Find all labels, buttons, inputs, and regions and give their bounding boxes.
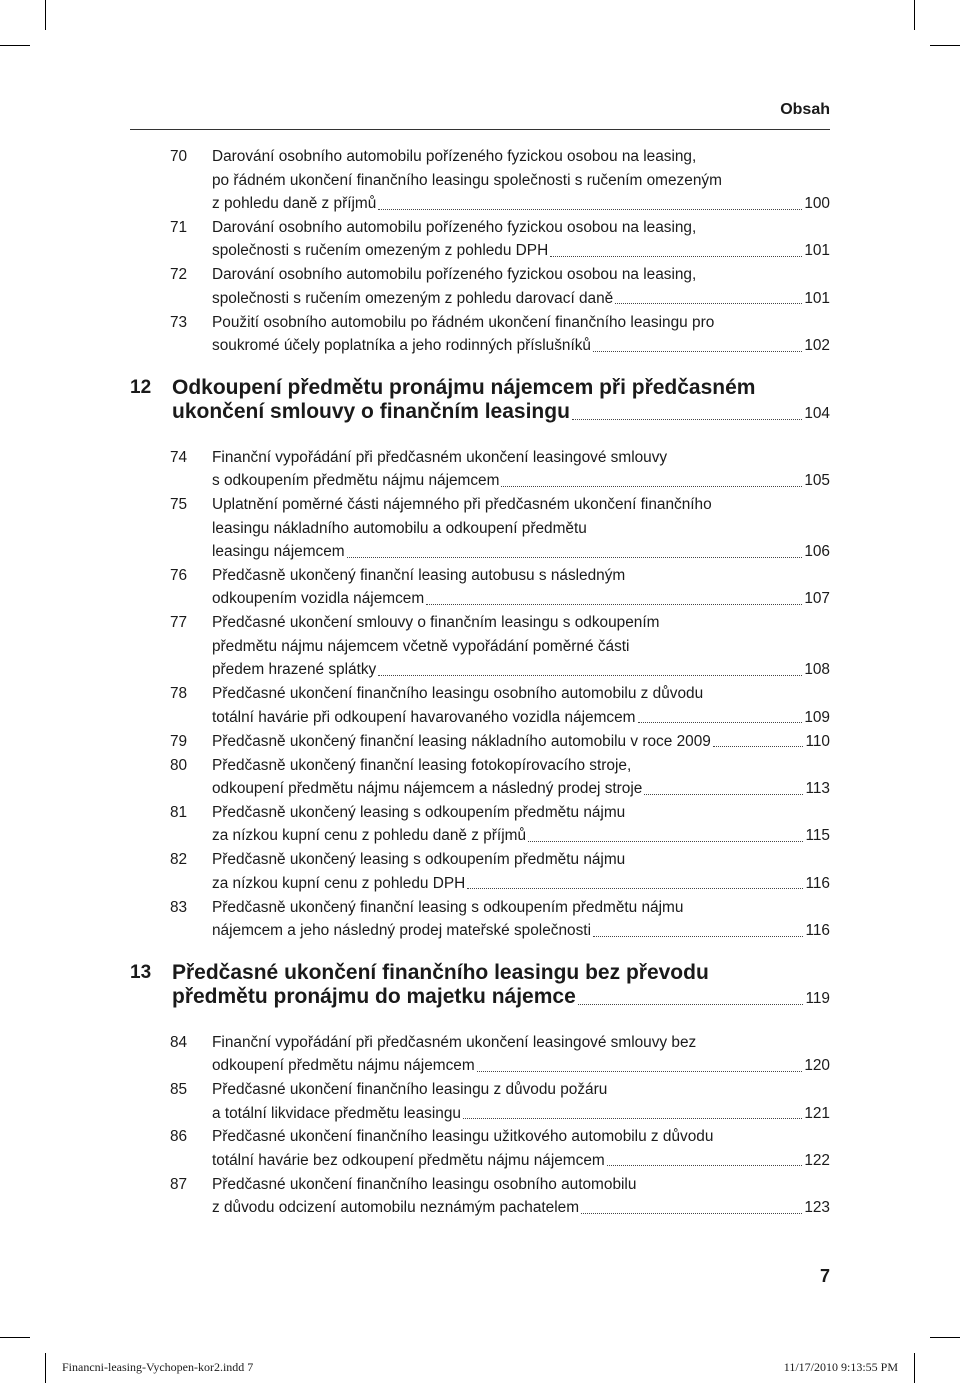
entry-number: 72 [170,266,188,284]
entry-title-line: a totální likvidace předmětu leasingu [212,1104,461,1122]
dot-leader [378,674,802,676]
footer-filename: Financni-leasing-Vychopen-kor2.indd 7 [62,1360,254,1374]
entry-title-line: Předčasně ukončený finanční leasing s odkoupením předmětu nájmu [212,898,684,916]
entry-title-line: Předčasné ukončení finančního leasingu osobního automobilu z důvodu [212,685,704,703]
entry-number: 81 [170,803,188,821]
toc-entry[interactable] [130,263,830,310]
entry-page: 116 [805,874,830,892]
entry-title-line: nájemcem a jeho následný prodej mateřské společnosti [212,922,591,940]
page-number: 7 [819,1266,830,1286]
entry-page: 102 [804,337,830,355]
entry-page: 116 [805,922,830,940]
entry-title-line: Darování osobního automobilu pořízeného fyzickou osobou na leasing, [212,266,697,284]
table-of-contents [130,145,830,1220]
entry-title-line: z pohledu daně z příjmů [212,195,377,212]
entry-title-line: odkoupením vozidla nájemcem [212,590,425,608]
crop-mark [914,0,915,30]
toc-entry[interactable] [130,493,830,564]
crop-mark [930,45,960,46]
entry-number: 75 [170,496,188,514]
toc-entry[interactable] [130,145,830,216]
entry-title-line: předem hrazené splátky [212,661,377,679]
entry-title-line: z důvodu odcizení automobilu neznámým pachatelem [212,1199,580,1217]
entry-title-line: Uplatnění poměrné části nájemného při předčasném ukončení finančního [212,496,712,514]
entry-title-line: Předčasné ukončení finančního leasingu osobního automobilu [212,1175,637,1193]
entry-page: 121 [804,1104,830,1122]
entry-number: 79 [170,732,188,750]
dot-leader [467,887,803,889]
entry-number: 80 [170,756,188,774]
dot-leader [477,1070,803,1072]
dot-leader [615,302,802,304]
entry-number: 73 [170,313,188,331]
toc-chapter-12[interactable] [130,376,830,426]
chapter-number: 13 [130,961,152,983]
entry-number: 87 [170,1175,188,1193]
dot-leader [713,745,804,747]
entry-title-line: leasingu nájemcem [212,543,345,561]
entry-page: 108 [804,661,830,679]
crop-mark [0,1337,30,1338]
entry-number: 85 [170,1081,188,1099]
footer-timestamp: 11/17/2010 9:13:55 PM [783,1360,898,1374]
dot-leader [638,721,803,723]
entry-title-line: Předčasně ukončený finanční leasing fotokopírovacího stroje, [212,756,632,774]
entry-number: 82 [170,851,188,869]
toc-group [130,145,830,358]
entry-title-line: odkoupení předmětu nájmu nájemcem a následný prodej stroje [212,780,643,798]
chapter-number: 12 [130,376,152,398]
entry-title-line: společnosti s ručením omezeným z pohledu darovací daně [212,289,614,307]
toc-entry[interactable] [130,216,830,263]
entry-title-line: Použití osobního automobilu po řádném ukončení finančního leasingu pro [212,313,715,331]
entry-page: 105 [804,472,830,490]
crop-mark [45,0,46,30]
entry-page: 120 [804,1057,830,1075]
toc-group [130,1031,830,1220]
entry-title-line: Darování osobního automobilu pořízeného fyzickou osobou na leasing, [212,148,697,165]
toc-entry[interactable] [130,564,830,611]
entry-title-line: totální havárie bez odkoupení předmětu nájmu nájemcem [212,1151,605,1169]
entry-number: 78 [170,685,188,703]
entry-title-line: Finanční vypořádání při předčasném ukončení leasingové smlouvy [212,448,668,466]
entry-title-line: předmětu nájmu nájemcem včetně vypořádání poměrné části [212,637,630,655]
entry-number: 71 [170,218,188,236]
entry-title-line: Darování osobního automobilu pořízeného fyzickou osobou na leasing, [212,218,697,236]
toc-chapter-13[interactable] [130,961,830,1011]
toc-entry[interactable] [130,848,830,895]
chapter-page: 119 [805,989,830,1007]
toc-entry[interactable] [130,896,830,943]
dot-leader [501,485,802,487]
header-rule [130,129,830,130]
entry-title-line: Předčasně ukončený leasing s odkoupením předmětu nájmu [212,803,626,821]
toc-entry[interactable] [130,1078,830,1125]
entry-page: 109 [804,708,830,726]
entry-title-line: totální havárie při odkoupení havarovaného vozidla nájemcem [212,708,636,726]
dot-leader [572,418,802,420]
dot-leader [578,1003,804,1005]
entry-title-line: Předčasné ukončení finančního leasingu užitkového automobilu z důvodu [212,1128,714,1146]
entry-page: 101 [804,242,830,260]
toc-entry[interactable] [130,1173,830,1220]
entry-title-line: leasingu nákladního automobilu a odkoupení předmětu [212,519,587,537]
chapter-title-line: Odkoupení předmětu pronájmu nájemcem při předčasném [172,375,756,399]
entry-title-line: Finanční vypořádání při předčasném ukončení leasingové smlouvy bez [212,1033,697,1051]
entry-page: 113 [805,780,830,798]
dot-leader [378,208,802,210]
toc-group [130,446,830,943]
entry-number: 74 [170,448,188,466]
entry-page: 107 [804,590,830,608]
dot-leader [528,840,803,842]
entry-title-line: s odkoupením předmětu nájmu nájemcem [212,472,500,490]
dot-leader [593,935,803,937]
entry-title-line: Předčasně ukončený finanční leasing autobusu s následným [212,566,626,584]
dot-leader [463,1117,802,1119]
entry-number: 77 [170,614,188,632]
dot-leader [644,793,803,795]
entry-page: 122 [804,1151,830,1169]
entry-page: 106 [804,543,830,561]
running-header-title: Obsah [780,101,830,118]
entry-page: 110 [805,732,830,750]
dot-leader [426,603,802,605]
chapter-title-line: Předčasné ukončení finančního leasingu bez převodu [172,960,709,984]
entry-title-line: Předčasně ukončený finanční leasing nákladního automobilu v roce 2009 [212,732,711,750]
dot-leader [581,1212,802,1214]
toc-entry[interactable] [130,730,830,754]
dot-leader [593,350,802,352]
chapter-page: 104 [804,404,830,422]
entry-page: 100 [804,195,830,212]
entry-title-line: soukromé účely poplatníka a jeho rodinných příslušníků [212,337,591,355]
crop-mark [930,1337,960,1338]
toc-entry[interactable] [130,754,830,801]
entry-page: 101 [804,289,830,307]
entry-title-line: za nízkou kupní cenu z pohledu DPH [212,874,466,892]
entry-number: 84 [170,1033,188,1051]
chapter-title-line: ukončení smlouvy o finančním leasingu [172,399,570,423]
crop-mark [0,45,30,46]
entry-number: 76 [170,566,188,584]
chapter-title-line: předmětu pronájmu do majetku nájemce [172,984,576,1008]
entry-title-line: Předčasně ukončený leasing s odkoupením předmětu nájmu [212,851,626,869]
toc-entry[interactable] [130,446,830,493]
entry-number: 86 [170,1128,188,1146]
entry-page: 115 [805,827,830,845]
entry-title-line: po řádném ukončení finančního leasingu společnosti s ručením omezeným [212,171,722,189]
entry-title-line: Předčasné ukončení finančního leasingu z důvodu požáru [212,1081,608,1099]
toc-entry[interactable] [130,611,830,682]
crop-mark [45,1353,46,1383]
crop-mark [914,1353,915,1383]
dot-leader [550,255,802,257]
entry-title-line: společnosti s ručením omezeným z pohledu DPH [212,242,549,260]
entry-number: 70 [170,148,188,165]
entry-number: 83 [170,898,188,916]
dot-leader [347,556,803,558]
toc-entry[interactable] [130,1031,830,1078]
toc-entry[interactable] [130,311,830,358]
toc-entry[interactable] [130,682,830,729]
toc-entry[interactable] [130,801,830,848]
entry-title-line: Předčasné ukončení smlouvy o finančním leasingu s odkoupením [212,614,660,632]
entry-page: 123 [804,1199,830,1217]
entry-title-line: odkoupení předmětu nájmu nájemcem [212,1057,475,1075]
dot-leader [607,1164,803,1166]
entry-title-line: za nízkou kupní cenu z pohledu daně z příjmů [212,827,526,845]
toc-entry[interactable] [130,1125,830,1172]
